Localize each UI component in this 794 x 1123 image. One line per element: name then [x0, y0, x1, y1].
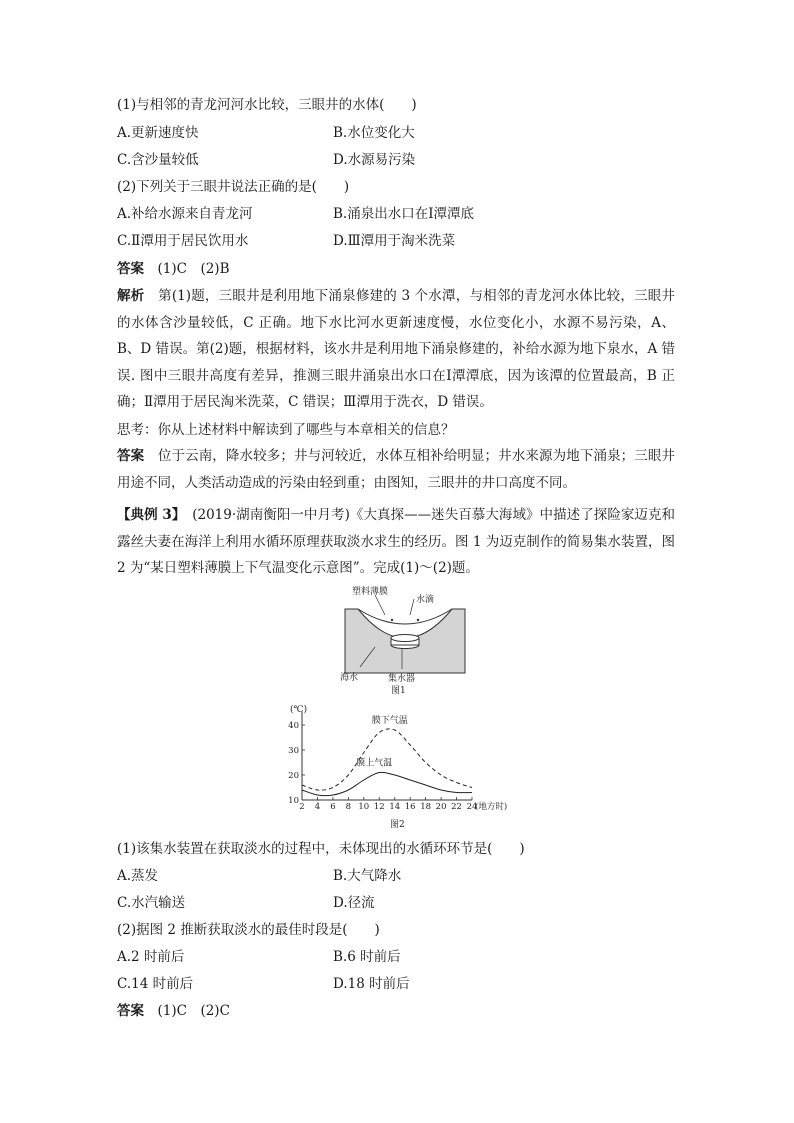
x-tick-label: 14	[389, 802, 401, 812]
x-tick-label: 18	[420, 802, 432, 812]
analysis-label: 解析	[117, 288, 145, 304]
answer-text: (1)C (2)C	[157, 1003, 230, 1019]
option-a: A.更新速度快	[117, 125, 199, 141]
y-tick-label: 10	[288, 796, 299, 806]
option-b: B.水位变化大	[333, 125, 415, 141]
option-b: B.6 时前后	[333, 949, 401, 965]
option-d: D.18 时前后	[333, 976, 410, 992]
option-b: B.大气降水	[333, 868, 402, 884]
think-answer-label: 答案	[117, 448, 145, 464]
y-tick-label: 30	[288, 746, 299, 756]
answer-block	[117, 260, 230, 278]
question-1-stem: (1)与相邻的青龙河河水比较，三眼井的水体( )	[117, 97, 417, 113]
option-d: D.Ⅲ潭用于淘米洗菜	[333, 233, 456, 249]
option-a: A.2 时前后	[117, 949, 185, 965]
option-d: D.径流	[333, 895, 375, 911]
x-tick-label: 6	[330, 802, 336, 812]
option-a: A.蒸发	[117, 868, 159, 884]
x-tick-label: 2	[299, 802, 305, 812]
question-2-stem: (2)下列关于三眼井说法正确的是( )	[117, 179, 350, 195]
think-question: 思考：你从上述材料中解读到了哪些与本章相关的信息？	[117, 422, 455, 438]
series-label: 膜上气温	[356, 758, 393, 769]
x-tick-label: 20	[435, 802, 447, 812]
answer-text: (1)C (2)B	[157, 261, 230, 277]
label-drops: 水滴	[416, 595, 435, 605]
water-drop	[391, 619, 393, 621]
answer-label: 答案	[117, 1003, 144, 1019]
figure-2-temperature-chart	[280, 700, 520, 835]
label-seawater: 海水	[340, 673, 359, 683]
figure-1-collector	[330, 585, 470, 695]
option-c: C.含沙量较低	[117, 152, 199, 168]
label-film: 塑料薄膜	[352, 587, 389, 597]
answer-label: 答案	[117, 261, 144, 277]
series-label: 膜下气温	[371, 716, 408, 726]
option-a: A.补给水源来自青龙河	[117, 206, 253, 222]
water-drop	[417, 619, 419, 621]
option-c: C.14 时前后	[117, 976, 194, 992]
option-d: D.水源易污染	[333, 152, 416, 168]
example-text: (2019·湖南衡阳一中月考)《大真探——迷失百慕大海域》中描述了探险家迈克和露丝夫妻在海洋上利用水循环原理获取淡水求生的经历。图 1 为迈克制作的简易集水装置，图 2 为“某日塑料薄膜上下气温变化示意图”。完成(1)～(2)题。	[117, 507, 676, 576]
x-tick-label: 16	[404, 802, 416, 812]
y-tick-label: 40	[288, 721, 299, 731]
y-tick-label: 20	[288, 771, 299, 781]
option-c: C.Ⅱ潭用于居民饮用水	[117, 233, 249, 249]
x-tick-label: 24	[466, 802, 478, 812]
option-b: B.涌泉出水口在Ⅰ潭潭底	[333, 206, 475, 222]
x-tick-label: 22	[451, 802, 462, 812]
question-4-stem: (2)据图 2 推断获取淡水的最佳时段是( )	[117, 922, 380, 938]
x-tick-label: 8	[345, 802, 352, 812]
y-axis-label: (℃)	[290, 705, 308, 715]
think-answer-text: 位于云南，降水较多；井与河较近，水体互相补给明显；井水来源为地下涌泉；三眼井用途不同，人类活动造成的污染由轻到重；由图知，三眼井的井口高度不同。	[117, 448, 676, 491]
x-tick-label: 12	[373, 802, 385, 812]
x-tick-label: 4	[314, 802, 321, 812]
x-tick-label: 10	[358, 802, 370, 812]
plastic-film	[358, 609, 452, 624]
example-block	[117, 502, 675, 582]
series-line	[302, 772, 472, 795]
figure-1-caption: 图1	[391, 686, 406, 695]
example-label: 【典例 3】	[117, 507, 179, 523]
question-3-stem: (1)该集水装置在获取淡水的过程中，未体现出的水循环环节是( )	[117, 841, 525, 857]
analysis-block	[117, 283, 675, 416]
option-c: C.水汽输送	[117, 895, 186, 911]
analysis-text: 第(1)题，三眼井是利用地下涌泉修建的 3 个水潭，与相邻的青龙河水体比较，三眼井的水体含沙量较低，C 正确。地下水比河水更新速度慢，水位变化小，水源不易污染，A、B、D 错误。第(2)题，根据材料，该水井是利用地下涌泉修建的，补给水源为地下泉水，A 错误. 图中三眼井高度有差异，推测三眼井涌泉出水口在Ⅰ潭潭底，因为该潭的位置最高，B 正确；Ⅱ潭用于居民淘米洗菜，C 错误；Ⅲ潭用于洗衣，D 错误。	[117, 288, 675, 410]
think-answer-block	[117, 443, 675, 496]
x-axis-label: (地方时)	[475, 802, 508, 812]
label-collector: 集水器	[388, 674, 416, 684]
figure-2-caption: 图2	[390, 820, 405, 830]
answer-block	[117, 1002, 230, 1020]
